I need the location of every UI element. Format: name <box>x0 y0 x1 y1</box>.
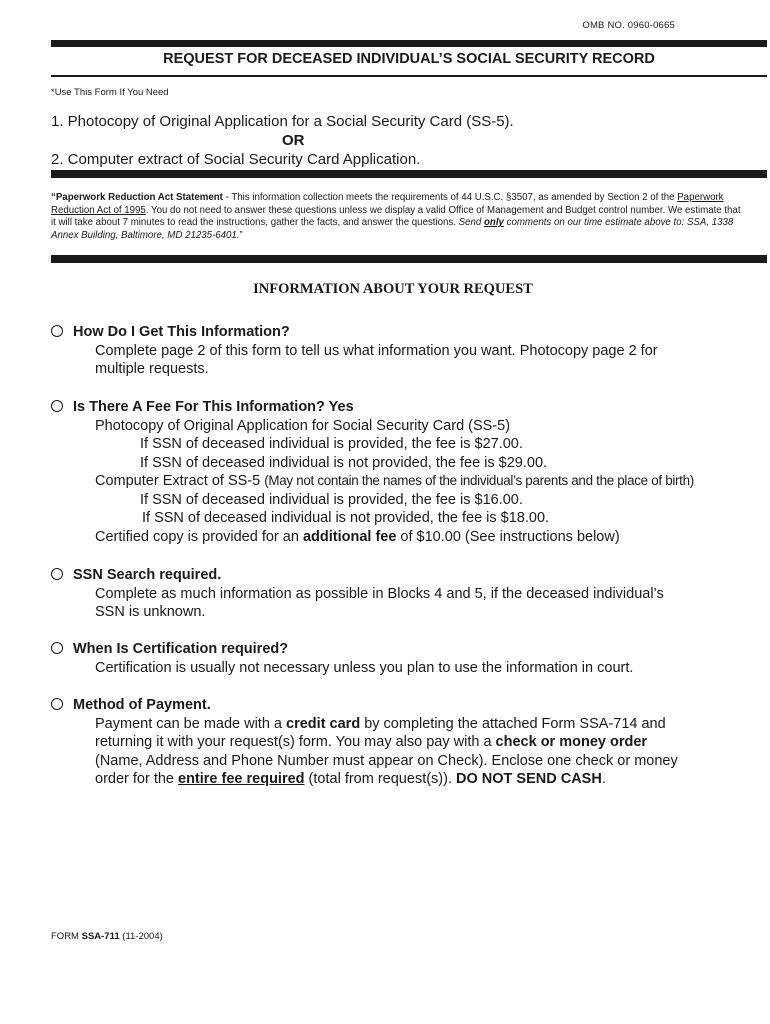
omb-number: OMB NO. 0960-0665 <box>582 20 675 31</box>
form-footer: FORM SSA-711 (11-2004) <box>51 931 163 942</box>
section-ssn-search: SSN Search required. Complete as much information as possible in Blocks 4 and 5, if the deceased individual’s SSN is unknown. <box>51 566 751 622</box>
section-heading: SSN Search required. <box>73 567 222 583</box>
section-heading: Is There A Fee For This Information? Yes <box>73 399 354 415</box>
info-heading: INFORMATION ABOUT YOUR REQUEST <box>253 281 533 297</box>
section-heading: How Do I Get This Information? <box>73 324 290 340</box>
section-payment: Method of Payment. Payment can be made with a credit card by completing the attached Form SSA-714 and returning it with your request(s) form. You may also pay with a check or money order (Name, Address and Phone Number must appear on Check). Enclose one check or money order for the entire fee required (total from request(s)). DO NOT SEND CASH. <box>51 696 751 789</box>
paperwork-rule <box>51 255 767 263</box>
section-heading: Method of Payment. <box>73 697 211 713</box>
option-1: 1. Photocopy of Original Application for a Social Security Card (SS-5). <box>51 113 514 130</box>
paperwork-act-link-2: Reduction Act of 1995 <box>51 204 146 216</box>
options-rule <box>51 170 767 178</box>
option-or: OR <box>282 132 305 149</box>
section-get-info: How Do I Get This Information? Complete page 2 of this form to tell us what information you want. Photocopy page 2 for multiple requests. <box>51 323 751 379</box>
circle-bullet-icon <box>51 325 63 337</box>
form-title: REQUEST FOR DECEASED INDIVIDUAL’S SOCIAL SECURITY RECORD <box>163 51 655 67</box>
section-fee: Is There A Fee For This Information? Yes Photocopy of Original Application for Social Security Card (SS-5) If SSN of deceased individual is provided, the fee is $27.00. If SSN of deceased individual is not provided, the fee is $29.00. Computer Extract of SS-5 (May not contain the names of the individual’s parents and the place of birth) If SSN of deceased individual is provided, the fee is $16.00. If SSN of deceased individual is not provided, the fee is $18.00. Certified copy is provided for an additional fee of $10.00 (See instructions below) <box>51 398 751 546</box>
circle-bullet-icon <box>51 568 63 580</box>
use-note: *Use This Form If You Need <box>51 87 169 98</box>
title-rule <box>51 75 767 77</box>
circle-bullet-icon <box>51 698 63 710</box>
paperwork-statement: “Paperwork Reduction Act Statement - This information collection meets the requirements of 44 U.S.C. §3507, as amended by Section 2 of the Paperwork Reduction Act of 1995. You do not need to answer these questions unless we display a valid Office of Management and Budget control number. We estimate that it will take about 7 minutes to read the instructions, gather the facts, and answer the questions. Send only comments on our time estimate above to: SSA, 1338 Annex Building, Baltimore, MD 21235-6401.” <box>51 192 741 241</box>
paperwork-act-link-1: Paperwork <box>677 192 724 203</box>
circle-bullet-icon <box>51 642 63 654</box>
circle-bullet-icon <box>51 400 63 412</box>
option-2: 2. Computer extract of Social Security Card Application. <box>51 151 421 168</box>
section-heading: When Is Certification required? <box>73 641 289 657</box>
section-certification: When Is Certification required? Certification is usually not necessary unless you plan to use the information in court. <box>51 640 751 677</box>
top-rule <box>51 40 767 47</box>
paperwork-lead: “Paperwork Reduction Act Statement <box>51 192 223 203</box>
